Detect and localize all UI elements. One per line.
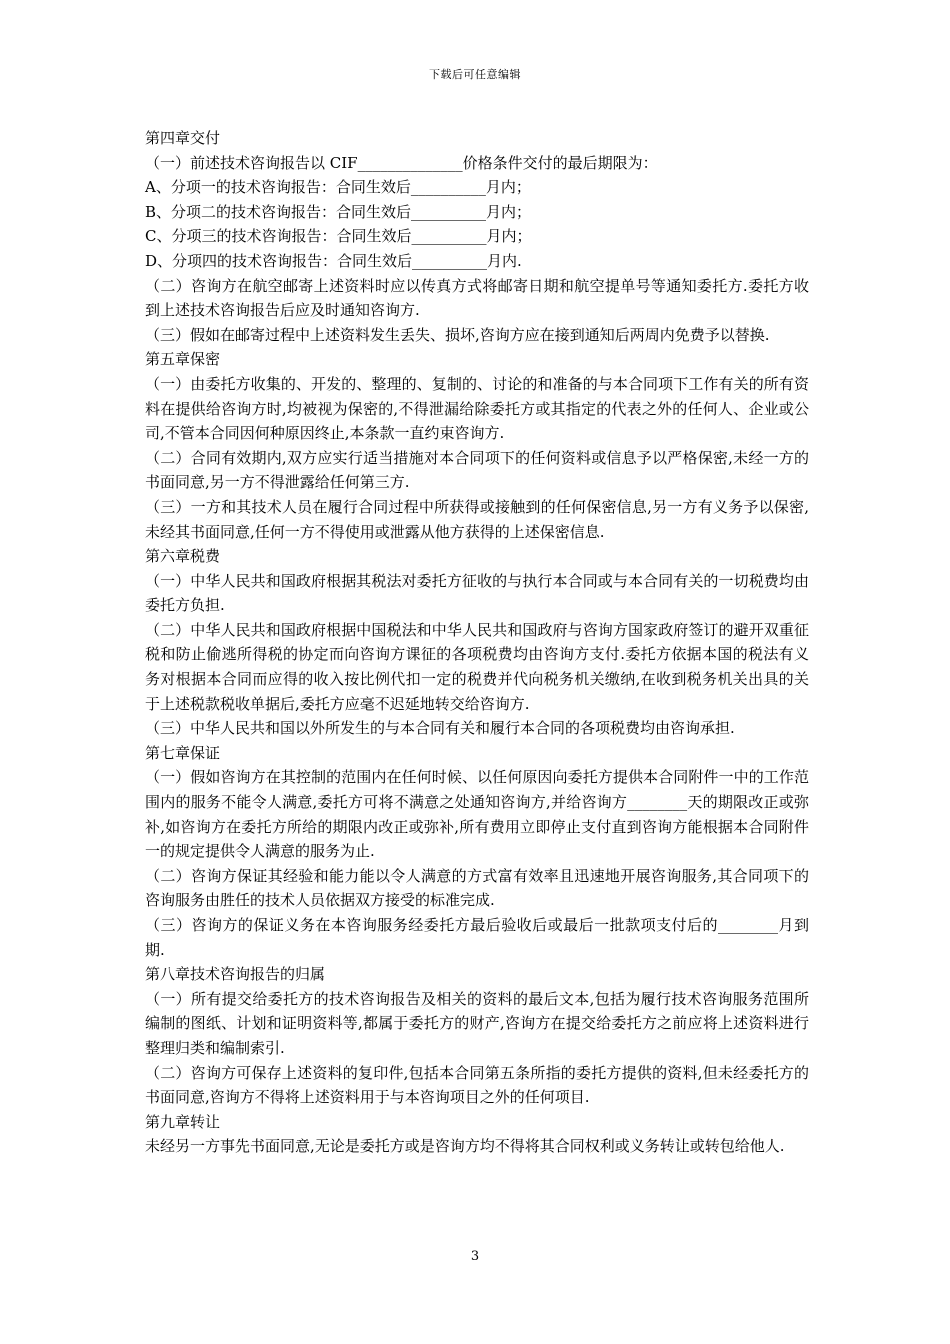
paragraph: （三）中华人民共和国以外所发生的与本合同有关和履行本合同的各项税费均由咨询承担. bbox=[145, 719, 735, 738]
paragraph: D、分项四的技术咨询报告：合同生效后__________月内. bbox=[145, 251, 522, 270]
paragraph: C、分项三的技术咨询报告：合同生效后__________月内； bbox=[145, 227, 532, 246]
paragraph: （二）咨询方保证其经验和能力能以令人满意的方式富有效率且迅速地开展咨询服务,其合同项下的咨询服务由胜任的技术人员依据双方接受的标准完成. bbox=[145, 866, 809, 910]
paragraph: （三）一方和其技术人员在履行合同过程中所获得或接触到的任何保密信息,另一方有义务予以保密,未经其书面同意,任何一方不得使用或泄露从他方获得的上述保密信息. bbox=[145, 497, 809, 541]
paragraph: A、分项一的技术咨询报告：合同生效后__________月内； bbox=[145, 178, 531, 197]
paragraph: B、分项二的技术咨询报告：合同生效后__________月内； bbox=[145, 202, 532, 221]
paragraph: （一）假如咨询方在其控制的范围内在任何时候、以任何原因向委托方提供本合同附件一中的工作范围内的服务不能令人满意,委托方可将不满意之处通知咨询方,并给咨询方________天的期限改正或弥补,如咨询方在委托方所给的期限内改正或弥补,所有费用立即停止支付直到咨询方能根据本合同附件一的规定提供令人满意的服务为止. bbox=[145, 768, 809, 861]
paragraph: （一）由委托方收集的、开发的、整理的、复制的、讨论的和准备的与本合同项下工作有关的所有资料在提供给咨询方时,均被视为保密的,不得泄漏给除委托方或其指定的代表之外的任何人、企业或公司,不管本合同因何种原因终止,本条款一直约束咨询方. bbox=[145, 374, 809, 443]
paragraph: （一）前述技术咨询报告以 CIF______________价格条件交付的最后期限为： bbox=[145, 153, 658, 172]
paragraph: （二）中华人民共和国政府根据中国税法和中华人民共和国政府与咨询方国家政府签订的避开双重征税和防止偷逃所得税的协定而向咨询方课征的各项税费均由咨询方支付.委托方依据本国的税法有义务对根据本合同而应得的收入按比例代扣一定的税费并代向税务机关缴纳,在收到税务机关出具的关于上述税款税收单据后,委托方应毫不迟延地转交给咨询方. bbox=[145, 620, 809, 713]
chapter-heading: 第六章税费 bbox=[145, 547, 221, 566]
paragraph: （三）假如在邮寄过程中上述资料发生丢失、损坏,咨询方应在接到通知后两周内免费予以替换. bbox=[145, 325, 770, 344]
chapter-heading: 第七章保证 bbox=[145, 743, 221, 762]
paragraph: （三）咨询方的保证义务在本咨询服务经委托方最后验收后或最后一批款项支付后的________月到期. bbox=[145, 916, 809, 959]
chapter-heading: 第八章技术咨询报告的归属 bbox=[145, 965, 326, 984]
paragraph: （一）中华人民共和国政府根据其税法对委托方征收的与执行本合同或与本合同有关的一切税费均由委托方负担. bbox=[145, 571, 809, 615]
page-number: 3 bbox=[470, 1249, 480, 1264]
chapter-heading: 第五章保密 bbox=[145, 350, 221, 369]
paragraph: （二）咨询方可保存上述资料的复印件,包括本合同第五条所指的委托方提供的资料,但未经委托方的书面同意,咨询方不得将上述资料用于与本咨询项目之外的任何项目. bbox=[145, 1063, 809, 1107]
chapter-heading: 第九章转让 bbox=[145, 1112, 221, 1131]
document-body bbox=[145, 126, 809, 1159]
chapter-heading: 第四章交付 bbox=[145, 129, 221, 147]
paragraph: （一）所有提交给委托方的技术咨询报告及相关的资料的最后文本,包括为履行技术咨询服务范围所编制的图纸、计划和证明资料等,都属于委托方的财产,咨询方在提交给委托方之前应将上述资料进行整理归类和编制索引. bbox=[145, 989, 809, 1057]
page-header: 下载后可任意编辑 bbox=[429, 68, 521, 81]
paragraph: （二）咨询方在航空邮寄上述资料时应以传真方式将邮寄日期和航空提单号等通知委托方.委托方收到上述技术咨询报告后应及时通知咨询方. bbox=[145, 276, 809, 320]
paragraph: （二）合同有效期内,双方应实行适当措施对本合同项下的任何资料或信息予以严格保密,未经一方的书面同意,另一方不得泄露给任何第三方. bbox=[145, 448, 809, 492]
paragraph: 未经另一方事先书面同意,无论是委托方或是咨询方均不得将其合同权利或义务转让或转包给他人. bbox=[145, 1137, 785, 1156]
